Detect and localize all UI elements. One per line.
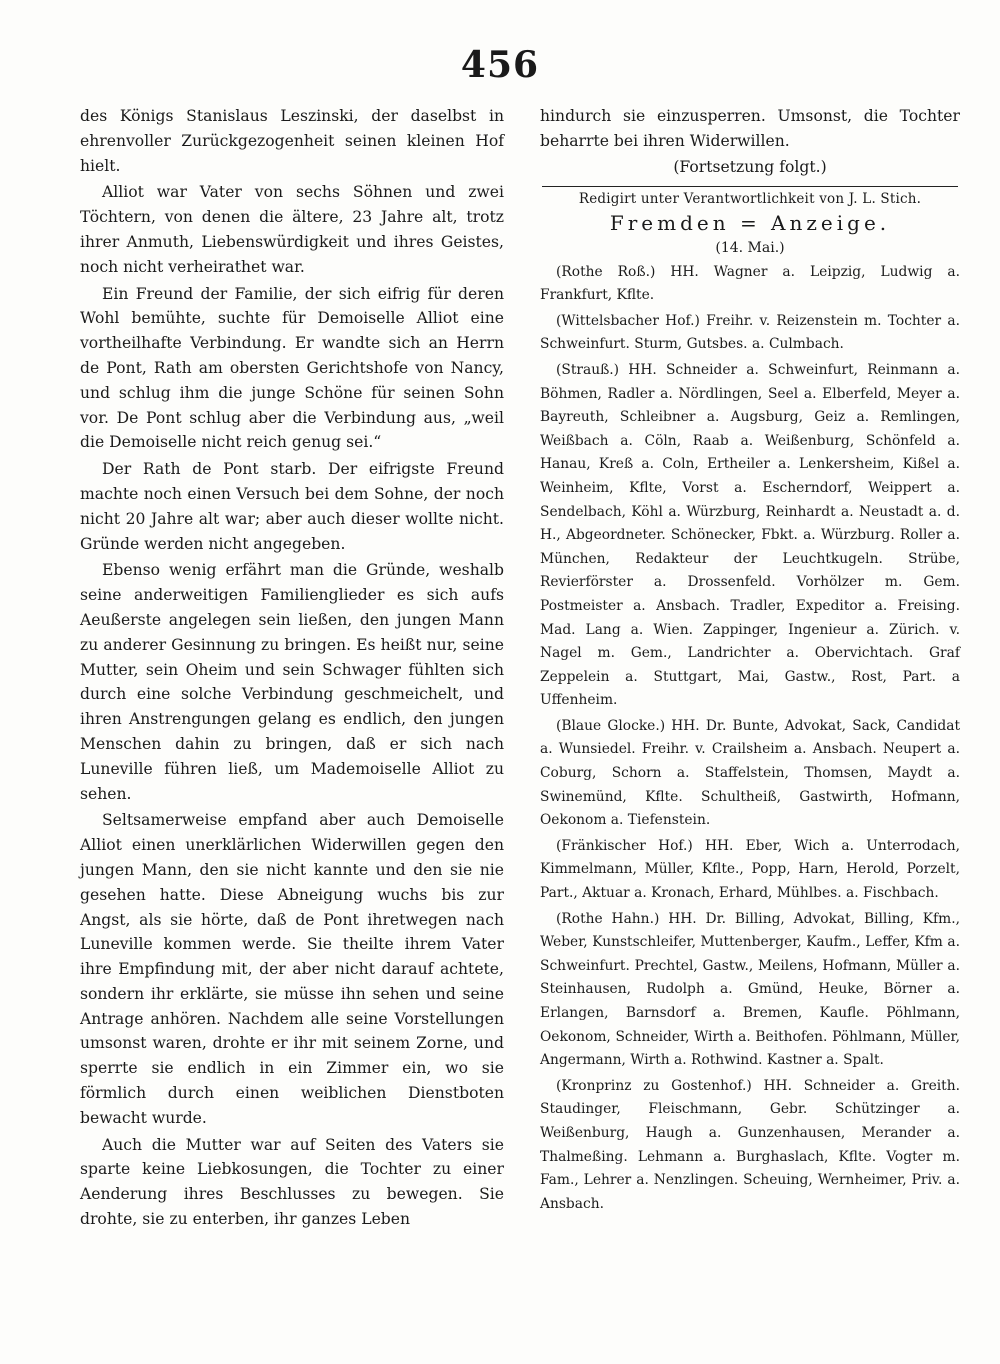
divider	[542, 186, 958, 187]
paragraph: Auch die Mutter war auf Seiten des Vaters sie sparte keine Liebkosungen, die Tochter zu einer Aenderung ihres Beschlusses zu bewegen. Sie drohte, sie zu enterben, ihr ganzes Leben	[80, 1135, 504, 1229]
list-item: (Fränkischer Hof.) HH. Eber, Wich a. Unterrodach, Kimmelmann, Müller, Kflte., Popp, Harn, Herold, Porzelt, Part., Aktuar a. Kronach, Erhard, Mühlbes. a. Fischbach.	[540, 837, 960, 902]
paragraph: Ein Freund der Familie, der sich eifrig für deren Wohl bemühte, suchte für Demoiselle Alliot eine vortheilhafte Verbindung. Er wandte sich an Herrn de Pont, Rath am obersten Gerichtshofe von Nancy, und schlug ihm die junge Schöne für seinen Sohn vor. De Pont schlug aber die Verbindung aus, „weil die Demoiselle nicht reich genug sei.“	[80, 284, 504, 452]
section-title: Fremden = Anzeige.	[609, 210, 891, 235]
list-item: (Wittelsbacher Hof.) Freihr. v. Reizenstein m. Tochter a. Schweinfurt. Sturm, Gutsbes. a. Culmbach.	[540, 312, 960, 353]
paragraph: Ebenso wenig erfährt man die Gründe, weshalb seine anderweitigen Familienglieder es sich aufs Aeußerste angelegen sein ließen, den jungen Mann zu anderer Gesinnung zu bringen. Es heißt nur, seine Mutter, sein Oheim und sein Schwager fühlten sich durch eine solche Verbindung geschmeichelt, und ihren Anstrengungen gelang es endlich, den jungen Menschen dahin zu bringen, daß er sich nach Luneville führen ließ, um Mademoiselle Alliot zu sehen.	[80, 561, 504, 803]
list-item: (Kronprinz zu Gostenhof.) HH. Schneider a. Greith. Staudinger, Fleischmann, Gebr. Schützinger a. Weißenburg, Haugh a. Gunzenhausen, Merander a. Thalmeßing. Lehmann a. Burghaslach, Kflte. Vogter m. Fam., Lehrer a. Nenzlingen. Scheuing, Wernheimer, Priv. a. Ansbach.	[540, 1077, 960, 1212]
left-column	[80, 104, 504, 1232]
continuation-note: (Fortsetzung folgt.)	[673, 157, 827, 176]
paragraph: Der Rath de Pont starb. Der eifrigste Freund machte noch einen Versuch bei dem Sohne, der noch nicht 20 Jahre alt war; aber auch dieser wollte nicht. Gründe werden nicht angegeben.	[80, 460, 504, 553]
paragraph: des Königs Stanislaus Leszinski, der daselbst in ehrenvoller Zurückgezogenheit seinen kleinen Hof hielt.	[80, 107, 504, 175]
editor-line: Redigirt unter Verantwortlichkeit von J. L. Stich.	[578, 190, 922, 207]
list-item: (Strauß.) HH. Schneider a. Schweinfurt, Reinmann a. Böhmen, Radler a. Nördlingen, Seel a. Elberfeld, Meyer a. Bayreuth, Schleibner a. Augsburg, Geiz a. Remlingen, Weißbach a. Cöln, Raab a. Weißenburg, Schönfeld a. Hanau, Kreß a. Coln, Ertheiler a. Lenkersheim, Kißel a. Weinheim, Kflte, Vorst a. Escherndorf, Weippert a. Sendelbach, Köhl a. Würzburg, Reinhardt a. Neustadt a. d. H., Abgeordneter. Schönecker, Fbkt. a. Würzburg. Roller a. München, Redakteur der Leuchtkugeln. Strübe, Revierförster a. Drossenfeld. Vorhölzer m. Gem. Postmeister a. Ansbach. Tradler, Expeditor a. Freising. Mad. Lang a. Wien. Zappinger, Ingenieur a. Zürich. v. Nagel m. Gem., Landrichter a. Obervichtach. Graf Zeppelein a. Stuttgart, Mai, Gastw., Rost, Part. a Uffenheim.	[540, 361, 960, 709]
date-line: (14. Mai.)	[715, 239, 785, 256]
list-item: (Blaue Glocke.) HH. Dr. Bunte, Advokat, Sack, Candidat a. Wunsiedel. Freihr. v. Crailsheim a. Ansbach. Neupert a. Coburg, Schorn a. Staffelstein, Thomsen, Maydt a. Swinemünd, Kflte. Schultheiß, Gastwirth, Hofmann, Oekonom a. Tiefenstein.	[540, 717, 960, 829]
paragraph: hindurch sie einzusperren. Umsonst, die Tochter beharrte bei ihren Widerwillen.	[540, 107, 960, 150]
list-item: (Rothe Roß.) HH. Wagner a. Leipzig, Ludwig a. Frankfurt, Kflte.	[540, 263, 960, 304]
page-number: 456	[460, 44, 540, 86]
paragraph: Seltsamerweise empfand aber auch Demoiselle Alliot einen unerklärlichen Widerwillen gegen den jungen Mann, den sie nicht kannte und den sie nie gesehen hatte. Diese Abneigung wuchs bis zur Angst, als sie hörte, daß de Pont ihretwegen nach Luneville kommen werde. Sie theilte ihrem Vater ihre Empfindung mit, der aber nicht darauf achtete, sondern ihr erklärte, sie müsse ihn sehen und seine Antrage anhören. Nachdem alle seine Vorstellungen umsonst waren, drohte er ihr mit seinem Zorne, und sperrte sie endlich in ein Zimmer ein, wo sie förmlich durch einen weiblichen Dienstboten bewacht wurde.	[80, 811, 504, 1127]
list-item: (Rothe Hahn.) HH. Dr. Billing, Advokat, Billing, Kfm., Weber, Kunstschleifer, Muttenberger, Kaufm., Leffer, Kfm a. Schweinfurt. Prechtel, Gastw., Meilens, Hofmann, Müller a. Steinhausen, Rudolph a. Gmünd, Heuke, Börner a. Erlangen, Barnsdorf a. Bremen, Kaufle. Pöhlmann, Oekonom, Schneider, Wirth a. Beithofen. Pöhlmann, Müller, Angermann, Wirth a. Rothwind. Kastner a. Spalt.	[540, 910, 960, 1069]
right-column	[540, 104, 960, 1216]
paragraph: Alliot war Vater von sechs Söhnen und zwei Töchtern, von denen die ältere, 23 Jahre alt, trotz ihrer Anmuth, Liebenswürdigkeit und ihres Geistes, noch nicht verheirathet war.	[80, 183, 504, 276]
